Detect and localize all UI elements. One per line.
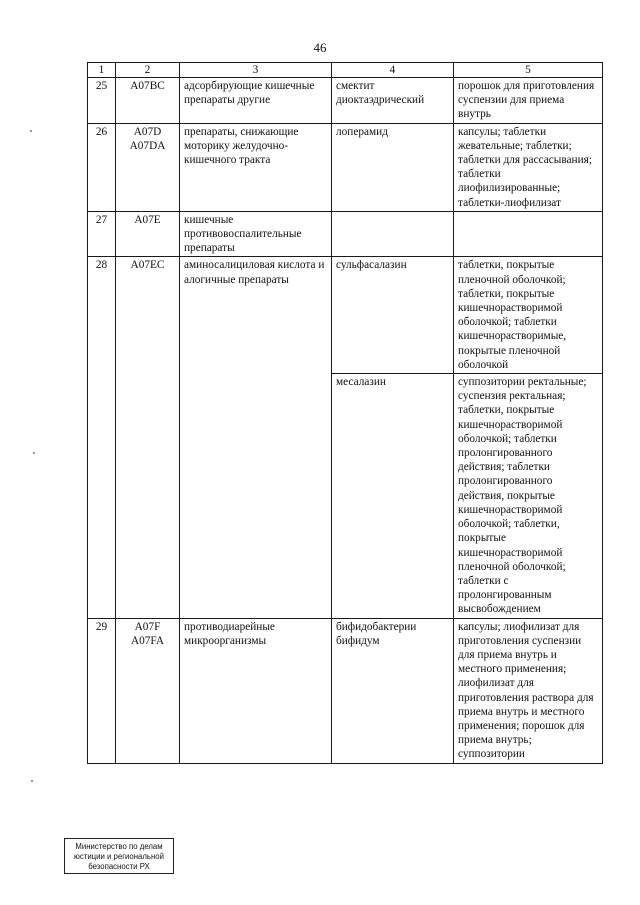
row-number: 29 [88, 618, 116, 763]
atc-code: A07D A07DA [116, 123, 180, 211]
stamp-line: юстиции и региональной [74, 852, 164, 861]
ministry-stamp [64, 838, 174, 874]
row-number: 27 [88, 211, 116, 257]
stamp-line: Министерство по делам [75, 842, 163, 851]
table-row [88, 618, 603, 763]
scan-speck [30, 130, 32, 132]
column-header: 5 [454, 63, 603, 78]
substance-name: бифидобактерии бифидум [332, 618, 454, 763]
group-name: аминосалициловая кислота и алогичные препараты [180, 257, 332, 618]
dosage-form: капсулы; таблетки жевательные; таблетки; таблетки для рассасывания; таблетки лиофилизированные; таблетки-лиофилизат [454, 123, 603, 211]
group-name: адсорбирующие кишечные препараты другие [180, 78, 332, 124]
group-name: противодиарейные микроорганизмы [180, 618, 332, 763]
atc-code: A07EC [116, 257, 180, 618]
substance-name: месалазин [332, 374, 454, 618]
dosage-form: суппозитории ректальные; суспензия ректальная; таблетки, покрытые кишечнорастворимой оболочкой; таблетки пролонгированного действия; таблетки пролонгированного действия, покрытые кишечнорастворимой оболочкой; таблетки, покрытые кишечнорастворимой пленочной оболочкой; таблетки с пролонгированным высвобождением [454, 374, 603, 618]
column-header: 2 [116, 63, 180, 78]
group-name: кишечные противовоспалительные препараты [180, 211, 332, 257]
dosage-form: таблетки, покрытые пленочной оболочкой; таблетки, покрытые кишечнорастворимой оболочкой; таблетки кишечнорастворимые, покрытые пленочной оболочкой [454, 257, 603, 374]
atc-code: A07BC [116, 78, 180, 124]
column-header: 1 [88, 63, 116, 78]
scan-speck [31, 780, 33, 782]
page-number: 46 [313, 40, 327, 55]
row-number: 26 [88, 123, 116, 211]
dosage-form: порошок для приготовления суспензии для приема внутрь [454, 78, 603, 124]
substance-name: смектит диоктаэдрический [332, 78, 454, 124]
row-number: 28 [88, 257, 116, 618]
dosage-form: капсулы; лиофилизат для приготовления суспензии для приема внутрь и местного применения; лиофилизат для приготовления раствора для приема внутрь и местного применения; порошок для приема внутрь; суппозитории [454, 618, 603, 763]
table-row [88, 211, 603, 257]
substance-name: сульфасалазин [332, 257, 454, 374]
table-row [88, 123, 603, 211]
atc-code: A07E [116, 211, 180, 257]
scan-speck [33, 452, 35, 454]
medication-table [87, 62, 603, 764]
substance-name: лоперамид [332, 123, 454, 211]
table-header-row [88, 63, 603, 78]
atc-code: A07F A07FA [116, 618, 180, 763]
group-name: препараты, снижающие моторику желудочно-кишечного тракта [180, 123, 332, 211]
row-number: 25 [88, 78, 116, 124]
substance-name [332, 211, 454, 257]
dosage-form [454, 211, 603, 257]
column-header: 4 [332, 63, 454, 78]
table-row [88, 257, 603, 374]
stamp-line: безопасности РХ [88, 862, 150, 871]
column-header: 3 [180, 63, 332, 78]
table-row [88, 78, 603, 124]
